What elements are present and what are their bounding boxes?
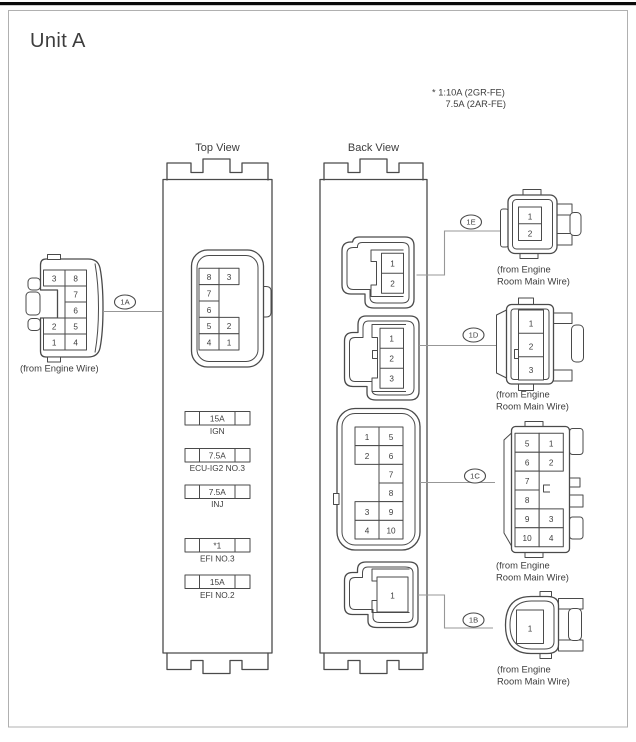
callout-1b [463,613,484,627]
pin-number: 2 [51,322,57,332]
top-view-connector [192,250,272,367]
latch-arm-bottom [570,517,584,539]
fuse-amp-label: 7.5A [208,450,226,461]
engine-room-label-line2: Room Main Wire) [496,571,569,583]
pin-number: 1 [528,319,534,329]
pin-number: 8 [524,496,530,506]
room-connector-1d [496,298,584,412]
pin-number: 6 [524,458,530,468]
top-view-bottom-bracket [167,653,268,674]
bottom-tab [540,654,552,659]
pin-number: 9 [388,507,394,517]
pin-number: 1 [389,334,394,344]
callout-label: 1E [466,217,476,227]
top-rule [0,2,636,5]
pin-number: 3 [226,273,232,283]
pin-number: 3 [528,366,534,375]
back-view-top-bracket [324,159,423,180]
note-line-2: 7.5A (2AR-FE) [445,99,506,109]
pin-number: 1 [364,433,370,443]
latch-arm-mid [570,495,584,507]
room-connector-1b [497,592,583,687]
left-flange [504,433,512,546]
fuse-amp-label: 15A [209,576,225,587]
pin-number: 5 [388,433,394,443]
engine-room-label-line1: (from Engine [496,559,550,571]
fuse-name-label: EFI NO.2 [200,589,235,600]
pin-number: 2 [528,342,534,352]
fuse-row-inj [185,485,250,509]
fuse-name-label: EFI NO.3 [200,553,235,564]
pin-number: 1 [527,212,533,222]
engine-room-label-line2: Room Main Wire) [497,675,570,687]
top-view-top-bracket [167,159,268,180]
callout-label: 1B [468,615,479,625]
pin-number: 2 [226,322,232,332]
callout-1e [461,215,482,229]
pin-number: 3 [51,274,57,284]
pin-number: 3 [389,374,394,384]
top-tab [525,422,543,427]
back-view-connector-1b [345,562,419,628]
latch-arm-bottom [557,234,572,246]
pin-number: 8 [206,273,212,283]
pin-number: 8 [388,489,394,499]
fuse-row-efi-no3 [185,539,250,564]
fuse-name-label: IGN [209,426,225,436]
fuse-row-ign [185,412,250,437]
pin-number: 3 [364,507,370,517]
side-lug [28,278,41,290]
pin-number: 3 [548,515,554,524]
fuse-name-label: INJ [211,499,224,509]
keyway-notch [515,350,519,359]
pin-number: 2 [548,458,554,468]
pin-number: 4 [548,533,554,543]
room-connector-1e [497,190,581,287]
latch-arm-bottom [559,640,584,651]
top-tab [48,255,61,260]
latch-arm-bottom [554,370,573,381]
pin-number: 1 [51,338,57,348]
keyway-notch [334,494,340,505]
engine-room-label-line1: (from Engine [497,663,551,675]
pin-number: 6 [388,451,394,461]
left-flange [497,310,507,378]
engine-wire-connector [20,255,103,374]
pin-number: 5 [73,322,78,332]
latch-tab [569,609,582,641]
fuse-amp-label: *1 [213,540,222,551]
latch-arm-top [570,429,584,455]
pin-number: 4 [206,338,212,348]
latch-tab [570,213,581,236]
pin-number: 6 [206,305,212,315]
engine-room-label-line1: (from Engine [496,388,550,400]
fuse-amp-label: 15A [209,413,225,424]
pin-number: 7 [206,289,212,299]
pin-number: 2 [364,451,370,461]
side-lug [28,319,41,331]
fuse-row-efi-no2 [185,575,250,600]
pin-number: 1 [548,439,554,449]
pin-number: 6 [73,306,78,316]
back-view-label: Back View [347,142,400,154]
pin-number: 10 [522,533,532,543]
callout-1a [115,295,136,309]
pin-number: 2 [390,279,395,289]
callout-label: 1A [120,297,130,307]
connector-side-tab [264,287,272,318]
top-view-unit [163,159,272,674]
latch-arm-top [557,204,572,215]
back-view-unit [320,159,427,674]
leader-line-1e [417,231,504,275]
keyway-lug [26,292,40,315]
engine-room-label-line2: Room Main Wire) [497,275,570,287]
engine-wire-label: (from Engine Wire) [20,362,99,374]
pin-number: 9 [524,515,530,524]
fuse-name-label: ECU-IG2 NO.3 [189,462,245,473]
callout-1d [463,328,484,342]
fuse-amp-label: 7.5A [208,486,226,497]
pin-number: 4 [73,338,78,348]
back-view-body [320,180,427,654]
back-view-connector-1d [345,316,420,400]
page-title: Unit A [30,30,86,52]
pin-number: 7 [388,470,394,480]
latch-tab [572,325,584,362]
room-connector-1c [496,422,583,583]
top-tab [540,592,552,597]
engine-room-label-line1: (from Engine [497,263,551,275]
pin-number: 1 [527,624,533,634]
bottom-tab [525,553,543,558]
fuse-row-ecu-ig2 [185,449,250,473]
latch-arm-top [554,313,573,324]
back-view-connector-1e [342,237,414,308]
bottom-tab [48,357,61,362]
pin-number: 5 [524,439,530,449]
keyway-notch [373,351,378,359]
back-view-bottom-bracket [324,653,423,674]
pin-number: 2 [389,354,394,364]
callout-1c [465,469,486,483]
pin-number: 2 [527,229,533,239]
pin-number: 7 [73,290,78,300]
pin-number: 1 [390,259,395,269]
back-view-connector-1c [334,409,421,551]
pin-number: 5 [206,322,212,332]
pin-number: 1 [226,338,232,348]
pin-number: 8 [73,274,78,284]
pin-number: 4 [364,526,370,536]
pin-number: 10 [386,526,396,536]
top-view-label: Top View [195,142,240,154]
callout-label: 1C [470,471,480,481]
top-tab [519,298,534,305]
note-line-1: * 1:10A (2GR-FE) [432,87,505,98]
engine-room-label-line2: Room Main Wire) [496,400,569,412]
pin-number: 1 [390,591,395,601]
callout-label: 1D [468,330,479,340]
bottom-tab [520,254,538,259]
latch-arm-top [559,599,584,610]
pin-number: 7 [524,477,530,487]
left-flange [501,209,509,247]
